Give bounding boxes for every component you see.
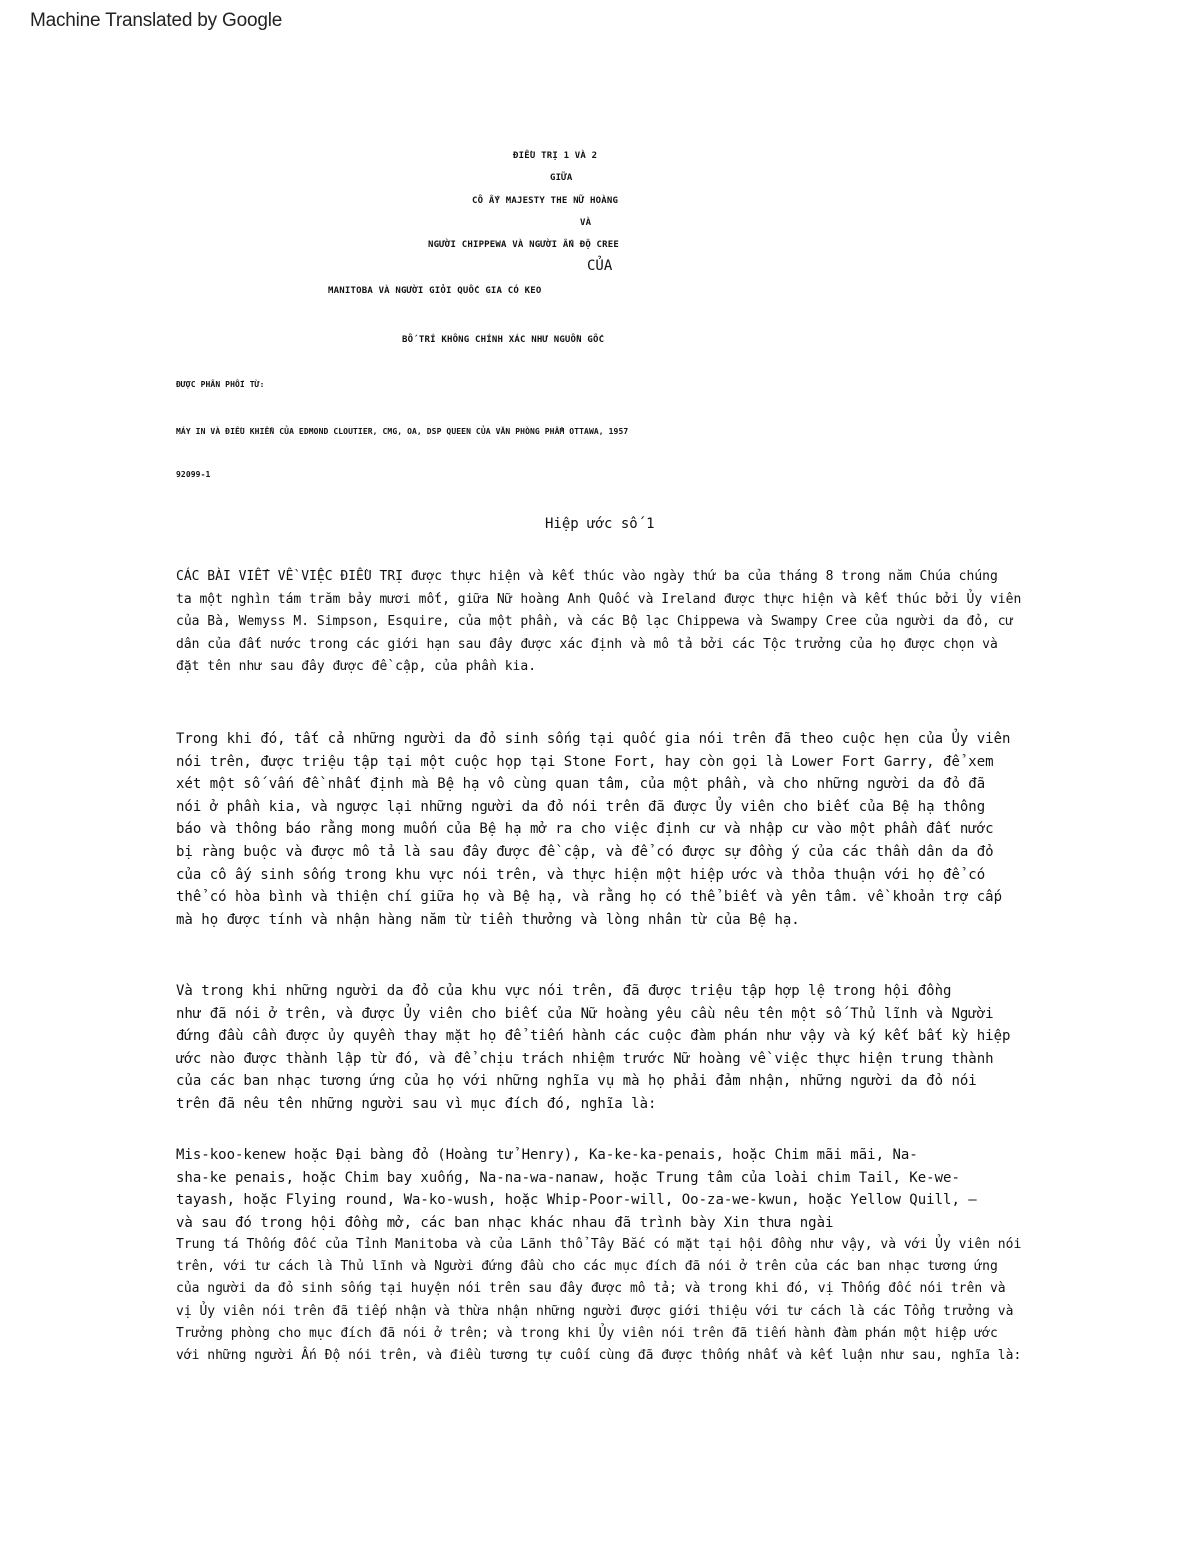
paragraph-1-line: CÁC BÀI VIẾT VỀ VIỆC ĐIỀU TRỊ được thực hiện và kết thúc vào ngày thứ ba của tháng 8 trong năm Chúa chúng [176, 569, 998, 584]
header-line-4: VÀ [580, 218, 592, 228]
header-line-2: GIỮA [550, 173, 573, 183]
paragraph-3-line: ước nào được thành lập từ đó, và để chịu trách nhiệm trước Nữ hoàng về việc thực hiện trung thành [176, 1050, 994, 1067]
paragraph-2-line: nói ở phần kia, và ngược lại những người da đỏ nói trên đã được Ủy viên cho biết của Bệ hạ thông [176, 798, 986, 815]
paragraph-3 [176, 980, 1036, 1116]
paragraph-4-line: và sau đó trong hội đồng mở, các ban nhạc khác nhau đã trình bày Xin thưa ngài [176, 1214, 834, 1231]
paragraph-2-line: xét một số vấn đề nhất định mà Bệ hạ vô cùng quan tâm, của một phần, và cho những người da đỏ đã [176, 776, 986, 793]
paragraph-5-line: Trung tá Thống đốc của Tỉnh Manitoba và của Lãnh thổ Tây Bắc có mặt tại hội đồng như vậy, và với Ủy viên nói [176, 1237, 1022, 1252]
paragraph-3-line: trên đã nêu tên những người sau vì mục đích đó, nghĩa là: [176, 1095, 657, 1112]
paragraph-5-line: trên, với tư cách là Thủ lĩnh và Người đứng đầu cho các mục đích đã nói ở trên của các ban nhạc tương ứng [176, 1259, 998, 1275]
paragraph-5 [176, 1234, 1036, 1367]
paragraph-5-line: Trưởng phòng cho mục đích đã nói ở trên; và trong khi Ủy viên nói trên đã tiến hành đàm phán một hiệp ước [176, 1325, 998, 1341]
header-line-6: CỦA [587, 258, 613, 274]
paragraph-1 [176, 566, 1036, 679]
paragraph-1-line: dân của đất nước trong các giới hạn sau đây được xác định và mô tả bởi các Tộc trưởng của họ được chọn và [176, 636, 998, 652]
paragraph-2-line: nói trên, được triệu tập tại một cuộc họp tại Stone Fort, hay còn gọi là Lower Fort Garry, để xem [176, 753, 994, 770]
paragraph-3-line: của các ban nhạc tương ứng của họ với những nghĩa vụ mà họ phải đảm nhận, những người da đỏ nói [176, 1073, 977, 1090]
paragraph-1-line: đặt tên như sau đây được đề cập, của phần kia. [176, 659, 537, 675]
paragraph-1-line: của Bà, Wemyss M. Simpson, Esquire, của một phần, và các Bộ lạc Chippewa và Swampy Cree của người da đỏ, cư [176, 614, 1014, 630]
machine-translation-banner: Machine Translated by Google [30, 10, 283, 31]
paragraph-1-line: ta một nghìn tám trăm bảy mươi mốt, giữa Nữ hoàng Anh Quốc và Ireland được thực hiện và kết thúc bởi Ủy viên [176, 591, 1022, 607]
header-line-1: ĐIỀU TRỊ 1 VÀ 2 [513, 151, 598, 161]
document-code: 92099-1 [176, 470, 211, 479]
paragraph-2-line: thể có hòa bình và thiện chí giữa họ và Bệ hạ, và rằng họ có thể biết và yên tâm. về khoản trợ cấp [176, 889, 1003, 906]
paragraph-4-line: sha-ke penais, hoặc Chim bay xuống, Na-na-wa-nanaw, hoặc Trung tâm của loài chim Tail, Ke-we- [176, 1169, 960, 1186]
paragraph-2-line: mà họ được tính và nhận hàng năm từ tiền thưởng và lòng nhân từ của Bệ hạ. [176, 911, 800, 928]
paragraph-3-line: Và trong khi những người da đỏ của khu vực nói trên, đã được triệu tập hợp lệ trong hội đồng [176, 983, 952, 999]
paragraph-5-line: của người da đỏ sinh sống tại huyện nói trên sau đây được mô tả; và trong khi đó, vị Thống đốc nói trên và [176, 1281, 1006, 1297]
paragraph-2-line: Trong khi đó, tất cả những người da đỏ sinh sống tại quốc gia nói trên đã theo cuộc hẹn của Ủy viên [176, 731, 1011, 747]
paragraph-4 [176, 1144, 1036, 1234]
paragraph-3-line: đứng đầu cần được ủy quyền thay mặt họ để tiến hành các cuộc đàm phán như vậy và ký kết bất kỳ hiệp [176, 1028, 1011, 1045]
paragraph-4-line: Mis-koo-kenew hoặc Đại bàng đỏ (Hoàng tử Henry), Ka-ke-ka-penais, hoặc Chim mãi mãi, Na- [176, 1147, 918, 1163]
paragraph-2-line: bị ràng buộc và được mô tả là sau đây được đề cập, và để có được sự đồng ý của các thần dân da đỏ [176, 843, 994, 860]
paragraph-2-line: của cô ấy sinh sống trong khu vực nói trên, và thực hiện một hiệp ước và thỏa thuận với họ để có [176, 866, 986, 883]
printer-line: MÁY IN VÀ ĐIỀU KHIỂN CỦA EDMOND CLOUTIER, CMG, OA, DSP QUEEN CỦA VĂN PHÒNG PHẨM OTTAWA, 1957 [176, 427, 629, 436]
treaty-title: Hiệp ước số 1 [545, 516, 655, 532]
header-line-5: NGƯỜI CHIPPEWA VÀ NGƯỜI ẤN ĐỘ CREE [428, 240, 620, 250]
paragraph-5-line: với những người Ấn Độ nói trên, và điều tương tự cuối cùng đã được thống nhất và kết luận như sau, nghĩa là: [176, 1348, 1022, 1364]
paragraph-2 [176, 728, 1036, 931]
paragraph-4-line: tayash, hoặc Flying round, Wa-ko-wush, hoặc Whip-Poor-will, Oo-za-we-kwun, hoặc Yellow Quill, — [176, 1192, 977, 1209]
reproduction-note: ĐƯỢC PHÂN PHỐI TỪ: [176, 380, 265, 389]
paragraph-5-line: vị Ủy viên nói trên đã tiếp nhận và thừa nhận những người được giới thiệu với tư cách là các Tổng trưởng và [176, 1303, 1014, 1319]
header-line-7: MANITOBA VÀ NGƯỜI GIỎI QUỐC GIA CÓ KEO [328, 286, 542, 296]
header-line-8: BỐ TRÍ KHÔNG CHÍNH XÁC NHƯ NGUỒN GỐC [402, 335, 605, 345]
paragraph-2-line: báo và thông báo rằng mong muốn của Bệ hạ mở ra cho việc định cư và nhập cư vào một phần đất nước [176, 821, 994, 838]
header-line-3: CÔ ẤY MAJESTY THE NỮ HOÀNG [472, 196, 619, 206]
paragraph-3-line: như đã nói ở trên, và được Ủy viên cho biết của Nữ hoàng yêu cầu nêu tên một số Thủ lĩnh và Người [176, 1005, 994, 1022]
